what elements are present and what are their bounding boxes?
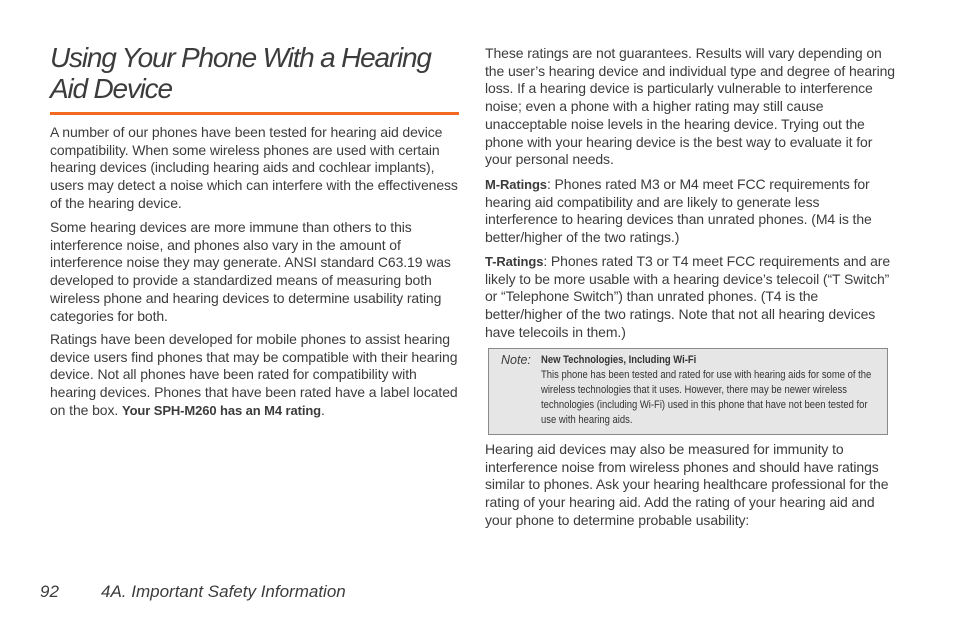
page-title: Using Your Phone With a Hearing Aid Device [50, 42, 431, 104]
rating-emphasis: Your SPH-M260 has an M4 rating [121, 402, 322, 418]
page-number: 92 [40, 582, 59, 601]
title-underline [50, 112, 459, 115]
interference-paragraph: Some hearing devices are more immune than others to this interference noise, and phones also vary in the amount of interference noise they may generate. ANSI standard C63.19 was developed to provide a standardized means of measuring both wireless phone and hearing devices to determine usability rating categories for both. [50, 219, 451, 324]
intro-paragraph: A number of our phones have been tested for hearing aid device compatibility. When some wireless phones are used with certain hearing devices (including hearing aids and cochlear implants), users may detect a noise which can interfere with the effectiveness of the hearing device. [50, 124, 458, 211]
immunity-paragraph: Hearing aid devices may also be measured for immunity to interference noise from wireless phones and should have ratings similar to phones. Ask your hearing healthcare professional for the rating of your hearing aid. Add the rating of your hearing aid and your phone to determine probable usability: [485, 441, 889, 528]
t-ratings-paragraph [485, 253, 895, 342]
note-box [488, 348, 888, 435]
t-ratings-label: T-Ratings [485, 254, 544, 269]
ratings-text: Ratings have been developed for mobile phones to assist hearing device users find phones that may be compatible with their hearing device. Not all phones have been rated for compatibility with hearing devices. Phones that have been rated have a label located on the box. [50, 331, 458, 418]
m-ratings-text: : Phones rated M3 or M4 meet FCC requirements for hearing aid compatibility and are likely to generate less interference to hearing devices than unrated phones. (M4 is the better/higher of the two ratings.) [485, 176, 872, 246]
ratings-paragraph [50, 331, 460, 420]
note-heading: New Technologies, Including Wi-Fi [541, 354, 697, 366]
note-text: This phone has been tested and rated for use with hearing aids for some of the wireless technologies that it uses. However, there may be newer wireless technologies (including Wi-Fi) used in this phone that have not been tested for use with hearing aids. [541, 369, 872, 426]
t-ratings-text: : Phones rated T3 or T4 meet FCC requirements and are likely to be more usable with a hearing device’s telecoil (“T Switch” or “Telephone Switch”) than unrated phones. (T4 is the better/higher of the two ratings. Note that not all hearing devices have telecoils in them.) [485, 253, 891, 340]
m-ratings-paragraph [485, 176, 895, 247]
ratings-period: . [321, 401, 325, 418]
m-ratings-label: M-Ratings [485, 177, 547, 192]
guarantee-paragraph: These ratings are not guarantees. Results will vary depending on the user’s hearing device and individual type and degree of hearing loss. If a hearing device is particularly vulnerable to interference noise; even a phone with a higher rating may still cause unacceptable noise levels in the hearing device. Trying out the phone with your hearing device is the best way to evaluate it for your personal needs. [485, 45, 895, 168]
note-label: Note: [501, 353, 531, 367]
section-title: 4A. Important Safety Information [101, 582, 346, 601]
note-content [541, 353, 881, 428]
